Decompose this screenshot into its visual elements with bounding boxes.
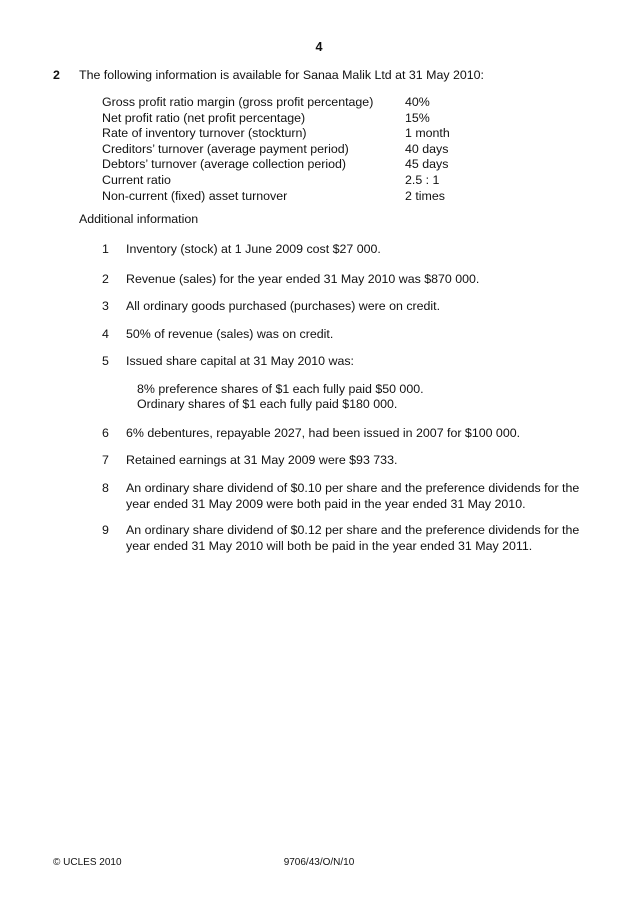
ratio-row [102, 188, 485, 204]
ratio-value: 45 days [405, 157, 449, 172]
ratio-row [102, 141, 485, 157]
note-text: Revenue (sales) for the year ended 31 May 2010 was $870 000. [126, 272, 480, 286]
ratio-value: 40% [405, 95, 430, 109]
note-text: Issued share capital at 31 May 2010 was: [126, 354, 354, 368]
note-text: 50% of revenue (sales) was on credit. [126, 327, 334, 341]
question-number: 2 [53, 68, 60, 82]
ratio-name: Non-current (fixed) asset turnover [102, 188, 288, 203]
note-text: 6% debentures, repayable 2027, had been issued in 2007 for $100 000. [126, 426, 521, 440]
note-text: All ordinary goods purchased (purchases) were on credit. [126, 299, 441, 313]
note-number: 9 [102, 523, 109, 537]
ratio-table [102, 94, 485, 203]
footer-copyright: © UCLES 2010 [53, 857, 122, 868]
ratio-row [102, 172, 485, 188]
ratio-row [102, 110, 485, 126]
ratio-row [102, 125, 485, 141]
note-text: Inventory (stock) at 1 June 2009 cost $27 000. [126, 242, 381, 256]
ratio-value: 2 times [405, 188, 445, 203]
share-capital-line: Ordinary shares of $1 each fully paid $180 000. [137, 397, 398, 411]
note-number: 5 [102, 354, 109, 368]
note-number: 4 [102, 327, 109, 341]
ratio-row [102, 94, 485, 110]
note-number: 1 [102, 242, 109, 256]
ratio-name: Net profit ratio (net profit percentage) [102, 110, 306, 125]
ratio-name: Creditors’ turnover (average payment period) [102, 141, 349, 156]
note-text: An ordinary share dividend of $0.12 per share and the preference dividends for the year ended 31 May 2010 will both be paid in the year ended 31 May 2011. [126, 523, 580, 553]
page-number: 4 [315, 40, 323, 54]
note-number: 7 [102, 453, 109, 467]
ratio-name: Current ratio [102, 172, 171, 187]
note-number: 6 [102, 426, 109, 440]
note-text: Retained earnings at 31 May 2009 were $93 733. [126, 453, 398, 467]
footer-paper-code: 9706/43/O/N/10 [283, 857, 355, 868]
ratio-row [102, 156, 485, 172]
ratio-value: 2.5 : 1 [405, 172, 440, 187]
question-intro: The following information is available for Sanaa Malik Ltd at 31 May 2010: [79, 68, 484, 82]
note-text: An ordinary share dividend of $0.10 per share and the preference dividends for the year ended 31 May 2009 were both paid in the year ended 31 May 2010. [126, 481, 580, 511]
ratio-name: Debtors’ turnover (average collection period) [102, 157, 347, 172]
additional-information-heading: Additional information [79, 212, 199, 226]
share-capital-line: 8% preference shares of $1 each fully paid $50 000. [137, 382, 424, 396]
note-number: 2 [102, 272, 109, 286]
ratio-value: 1 month [405, 126, 450, 141]
ratio-name: Gross profit ratio margin (gross profit percentage) [102, 95, 374, 109]
ratio-value: 15% [405, 110, 430, 125]
ratio-value: 40 days [405, 141, 449, 156]
note-number: 3 [102, 299, 109, 313]
note-number: 8 [102, 481, 109, 495]
ratio-name: Rate of inventory turnover (stockturn) [102, 126, 307, 141]
